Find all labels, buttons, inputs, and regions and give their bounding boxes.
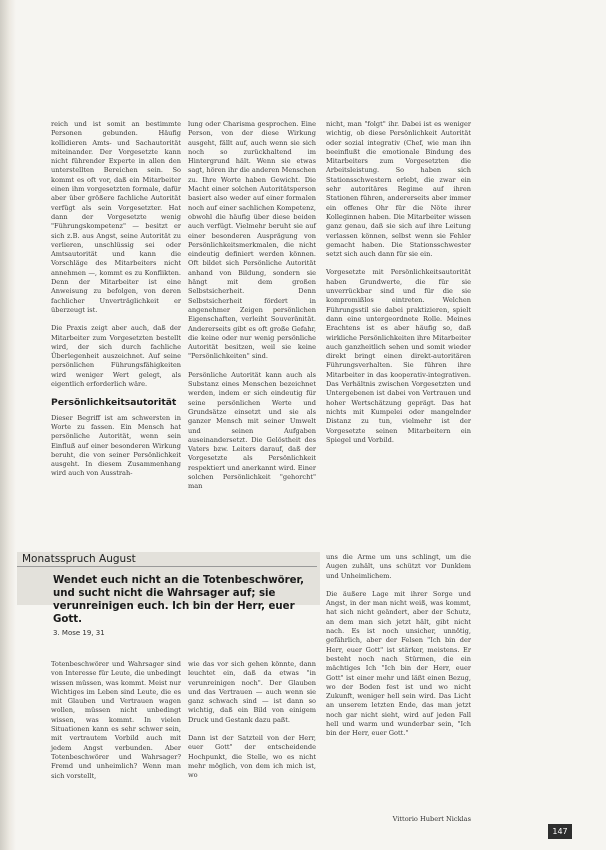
- paragraph: Dieser Begriff ist am schwersten in Worte zu fassen. Ein Mensch hat persönliche Autorität, wenn sein Einfluß auf einer besonderen Wirkung beruht, die von seiner Persönlichkeit ausgeht. In diesem Zusammenhang wird auch von Ausstrah-: [51, 413, 181, 478]
- paragraph: Persönliche Autorität kann auch als Substanz eines Menschen bezeichnet werden, indem er sich eindeutig für seine persönlichen Werte und Grundsätze einsetzt und sie als ganzer Mensch mit seiner Umwelt und seinen Aufgaben auseinandersetzt. Die Gelöstheit des Vaters bzw. Leiters darauf, daß der Vorgesetzte als Persönlichkeit respektiert und anerkannt wird. Einer solchen Persönlichkeit "gehorcht" man: [188, 370, 316, 491]
- column-3-bottom: [326, 553, 471, 748]
- section-heading: Persönlichkeitsautorität: [51, 397, 177, 409]
- paragraph: wie das vor sich gehen könnte, dann leuchtet ein, daß da etwas "in verunreinigen noch". Der Glauben und das Vertrauen — auch wenn sie ganz schwach sind — ist dann so wichtig, daß ein Bild von einigem Druck und Gestank dazu paßt.: [188, 660, 316, 724]
- author-credit: Vittorio Hubert Nicklas: [392, 815, 471, 823]
- paragraph: Die äußere Lage mit ihrer Sorge und Angst, in der man nicht weiß, was kommt, hat sich nicht geändert, aber der Schutz, an dem man sich jetzt hält, gibt nicht nach. Es ist noch unsicher, unnötig, gefährlich, aber der Felsen "Ich bin der Herr, euer Gott" ist stärker, meistens. Er besteht noch nach Stürmen, die ein mächtiges Ich "Ich bin der Herr, euer Gott" ist einer mehr und läßt einen Bezug, wo der Boden fest ist und wo nicht Zukunft, weniger hell sein wird. Das Licht an unserem letzten Ende, das man jetzt noch gar nicht sieht, wird auf jeden Fall hell und warm und wunderbar sein, "Ich bin der Herr, euer Gott.": [326, 589, 471, 738]
- column-1-top: [51, 120, 181, 488]
- paragraph: Vorgesetzte mit Persönlichkeitsautorität haben Grundwerte, die für sie unverrückbar sind und für die sie kompromißlos eintreten. Welchen Führungsstil sie dabei praktizieren, spielt dann eine untergeordnete Rolle. Meines Erachtens ist es aber häufig so, daß wirkliche Persönlichkeiten ihre Mitarbeiter auch ganzheitlich sehen und somit wieder direkt bringt einen direkt-autoritären Führungsverhalten. Sie führen ihre Mitarbeiter in das kooperativ-integrativen. Das Verhältnis zwischen Vorgesetzten und Untergebenen ist dabei von Vertrauen und hoher Wertschätzung geprägt. Das hat nichts mit Kumpelei oder mangelnder Distanz zu tun, vielmehr ist der Vorgesetzte seinen Mitarbeitern ein Spiegel und Vorbild.: [326, 268, 471, 444]
- monthly-verse-quote: Wendet euch nicht an die Totenbeschwörer, und sucht nicht die Wahrsager auf; sie verunreinigen euch. Ich bin der Herr, euer Gott.: [53, 575, 304, 625]
- column-2-bottom: [188, 660, 316, 790]
- paragraph: Totenbeschwörer und Wahrsager sind von Interesse für Leute, die unbedingt wissen müssen, was kommt. Meist nur Wichtiges im Leben sind Leute, die es mit Glauben und Vertrauen wagen wollen, müssen nicht unbedingt wissen, was kommt. In vielen Situationen kann es sehr schwer sein, mit vertrautem Vorbild auch mit jedem Angst verbunden. Aber Totenbeschwörer und Wahrsager? Fremd und unheimlich? Wenn man sich vorstellt,: [51, 660, 181, 780]
- paragraph: reich und ist somit an bestimmte Personen gebunden. Häufig kollidieren Amts- und Sachautorität miteinander. Der Vorgesetzte kann nicht führender Experte in allen den unterstellten Bereichen sein. So kommt es oft vor, daß ein Mitarbeiter einen ihm vorgesetzten formale, dafür aber über größere fachliche Autorität verfügt als sein Vorgesetzter. Hat dann der Vorgesetzte wenig "Führungskompetenz" — besitzt er sich z.B. aus Angst, seine Autorität zu verlieren, unschlüssig sei oder Amtsautorität und kann die Vorschläge des Mitarbeiters nicht annehmen —, kommt es zu Konflikten. Denn der Mitarbeiter ist eine Anweisung zu befolgen, von deren fachlicher Unverträglichkeit er überzeugt ist.: [51, 120, 181, 314]
- monthly-verse-label: Monatsspruch August: [22, 553, 136, 565]
- divider-line: [17, 566, 317, 567]
- paragraph: Dann ist der Satzteil von der Herr, euer Gott" der entscheidende Hochpunkt, die Stelle, wo es nicht mehr möglich, von dem ich mich ist, wo: [188, 734, 316, 780]
- column-2-top: [188, 120, 316, 501]
- column-3-top: [326, 120, 471, 454]
- page-number: 147: [548, 824, 572, 839]
- paragraph: lung oder Charisma gesprochen. Eine Person, von der diese Wirkung ausgeht, fällt auf, auch wenn sie sich noch so zurückhaltend im Hintergrund hält. Wenn sie etwas sagt, hören ihr die anderen Menschen zu. Ihre Worte haben Gewicht. Die Macht einer solchen Autoritätsperson basiert also weder auf einer formalen noch auf einer sachlichen Kompetenz, obwohl die häufig über diese beiden auch verfügt. Vielmehr beruht sie auf einer besonderen Ausprägung von Persönlichkeitsmerkmalen, die nicht eindeutig definiert werden können. Oft bildet sich Persönliche Autorität anhand von Bildung, sondern sie hängt mit dem großen Selbstsicherheit. Denn Selbstsicherheit fördert in angenehmer Zeigen persönlichen Eigenschaften, verleiht Souveränität. Andererseits gibt es oft große Gefahr, die keine oder nur wenig persönliche Autorität besitzen, weil sie keine "Persönlichkeiten" sind.: [188, 120, 316, 361]
- verse-reference: 3. Mose 19, 31: [53, 629, 105, 637]
- paragraph: nicht, man "folgt" ihr. Dabei ist es weniger wichtig, ob diese Persönlichkeit Autorität oder sozial integrativ (Chef, wie man ihn beeinflußt die emotionale Bindung des Mitarbeiters zum Vorgesetzten die Arbeitsleistung. So haben sich Stationsschwestern erlebt, die zwar ein sehr autoritäres Regime auf ihren Stationen führen, andererseits aber immer ein offenes Ohr für die Nöte ihrer Kolleginnen haben. Die Mitarbeiter wissen ganz genau, daß sie sich auf ihre Leitung verlassen können, selbst wenn sie Fehler gemacht haben. Die Stationsschwester setzt sich auch dann für sie ein.: [326, 120, 471, 259]
- page-spine-shadow: [0, 0, 16, 850]
- paragraph: Die Praxis zeigt aber auch, daß der Mitarbeiter zum Vorgesetzten bestellt wird, der sich durch fachliche Überlegenheit auszeichnet. Auf seine persönlichen Führungsfähigkeiten wird weniger Wert gelegt, als eigentlich erforderlich wäre.: [51, 324, 181, 389]
- column-1-bottom: [51, 660, 181, 790]
- paragraph: uns die Arme um uns schlingt, um die Augen zuhält, uns schützt vor Dunklem und Unheimlichem.: [326, 553, 471, 580]
